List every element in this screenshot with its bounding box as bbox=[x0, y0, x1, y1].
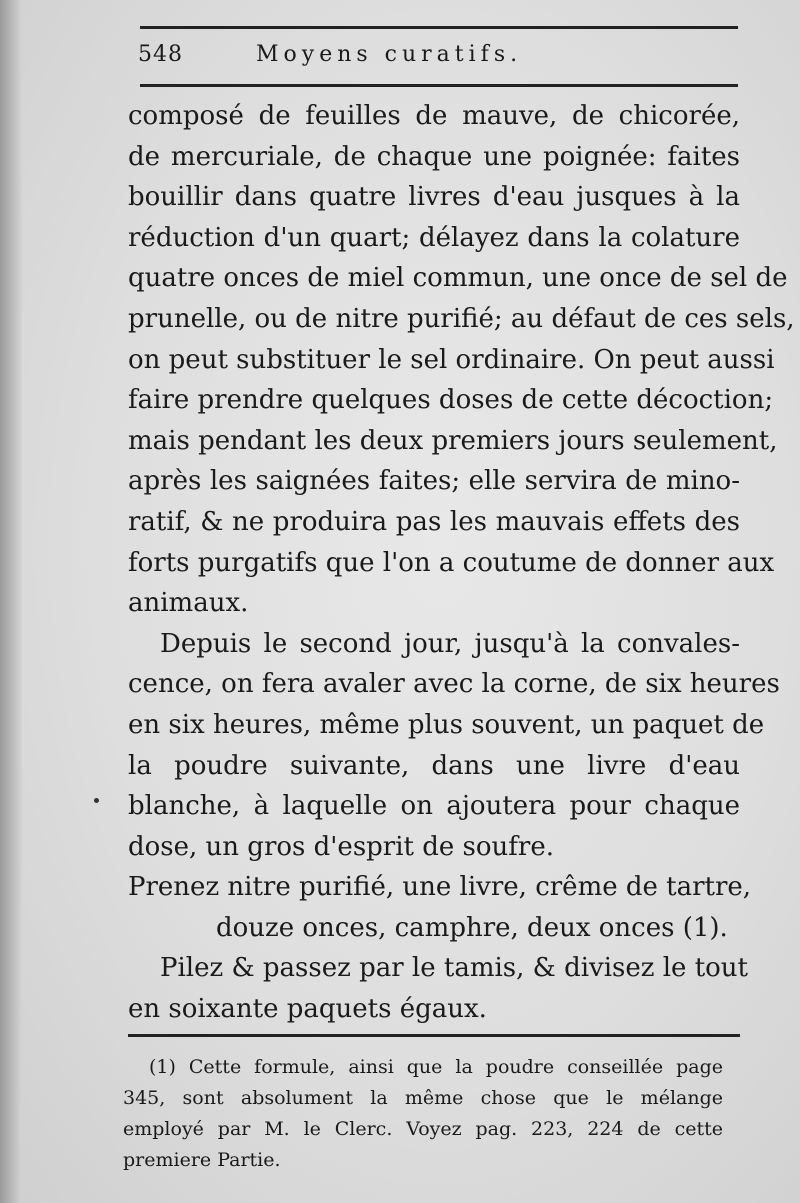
footnote-line: 345, sont absolument la même chose que le mélange bbox=[123, 1087, 723, 1109]
footnotes bbox=[123, 1052, 723, 1176]
text-line: bouillir dans quatre livres d'eau jusques à la bbox=[128, 182, 740, 213]
text-line: forts purgatifs que l'on a coutume de donner aux bbox=[128, 547, 775, 578]
text-line: animaux. bbox=[128, 588, 249, 619]
text-line: mais pendant les deux premiers jours seulement, bbox=[128, 425, 778, 456]
text-line: en soixante paquets égaux. bbox=[128, 994, 487, 1025]
paragraph-start-line: Depuis le second jour, jusqu'à la convales- bbox=[160, 628, 740, 659]
text-line: faire prendre quelques doses de cette décoction; bbox=[128, 385, 774, 416]
ink-speck bbox=[94, 798, 99, 803]
footnote-rule bbox=[128, 1034, 740, 1037]
text-line: la poudre suivante, dans une livre d'eau bbox=[128, 750, 740, 781]
recipe-line: Prenez nitre purifié, une livre, crême de tartre, bbox=[128, 872, 752, 903]
text-line: après les saignées faites; elle servira de mino- bbox=[128, 466, 740, 497]
text-line: réduction d'un quart; délayez dans la colature bbox=[128, 222, 740, 253]
text-line: de mercuriale, de chaque une poignée: faites bbox=[128, 141, 740, 172]
text-line: en six heures, même plus souvent, un paquet de bbox=[128, 709, 765, 740]
page-gutter-shadow bbox=[0, 0, 22, 1203]
footnote-line: employé par M. le Clerc. Voyez pag. 223, 224 de cette bbox=[123, 1118, 723, 1140]
paragraph-start-line: Pilez & passez par le tamis, & divisez le tout bbox=[160, 953, 748, 984]
text-line: on peut substituer le sel ordinaire. On peut aussi bbox=[128, 344, 775, 375]
text-line: ratif, & ne produira pas les mauvais effets des bbox=[128, 506, 740, 537]
footnote-line: (1) Cette formule, ainsi que la poudre conseillée page bbox=[149, 1056, 723, 1078]
text-line: cence, on fera avaler avec la corne, de six heures bbox=[128, 669, 780, 700]
recipe-line: douze onces, camphre, deux onces (1). bbox=[216, 912, 728, 943]
page-number: 548 bbox=[138, 42, 183, 67]
text-line: blanche, à laquelle on ajoutera pour chaque bbox=[128, 791, 740, 822]
body-text bbox=[128, 96, 795, 1030]
header-bottom-rule bbox=[140, 84, 738, 87]
running-head bbox=[138, 38, 738, 78]
header-top-rule bbox=[140, 26, 738, 29]
text-line: dose, un gros d'esprit de soufre. bbox=[128, 831, 555, 862]
text-line: quatre onces de miel commun, une once de sel de bbox=[128, 263, 788, 294]
running-title: Moyens curatifs. bbox=[256, 42, 523, 67]
text-line: prunelle, ou de nitre purifié; au défaut de ces sels, bbox=[128, 303, 795, 334]
text-line: composé de feuilles de mauve, de chicorée, bbox=[128, 101, 740, 131]
footnote-line: premiere Partie. bbox=[123, 1149, 281, 1171]
